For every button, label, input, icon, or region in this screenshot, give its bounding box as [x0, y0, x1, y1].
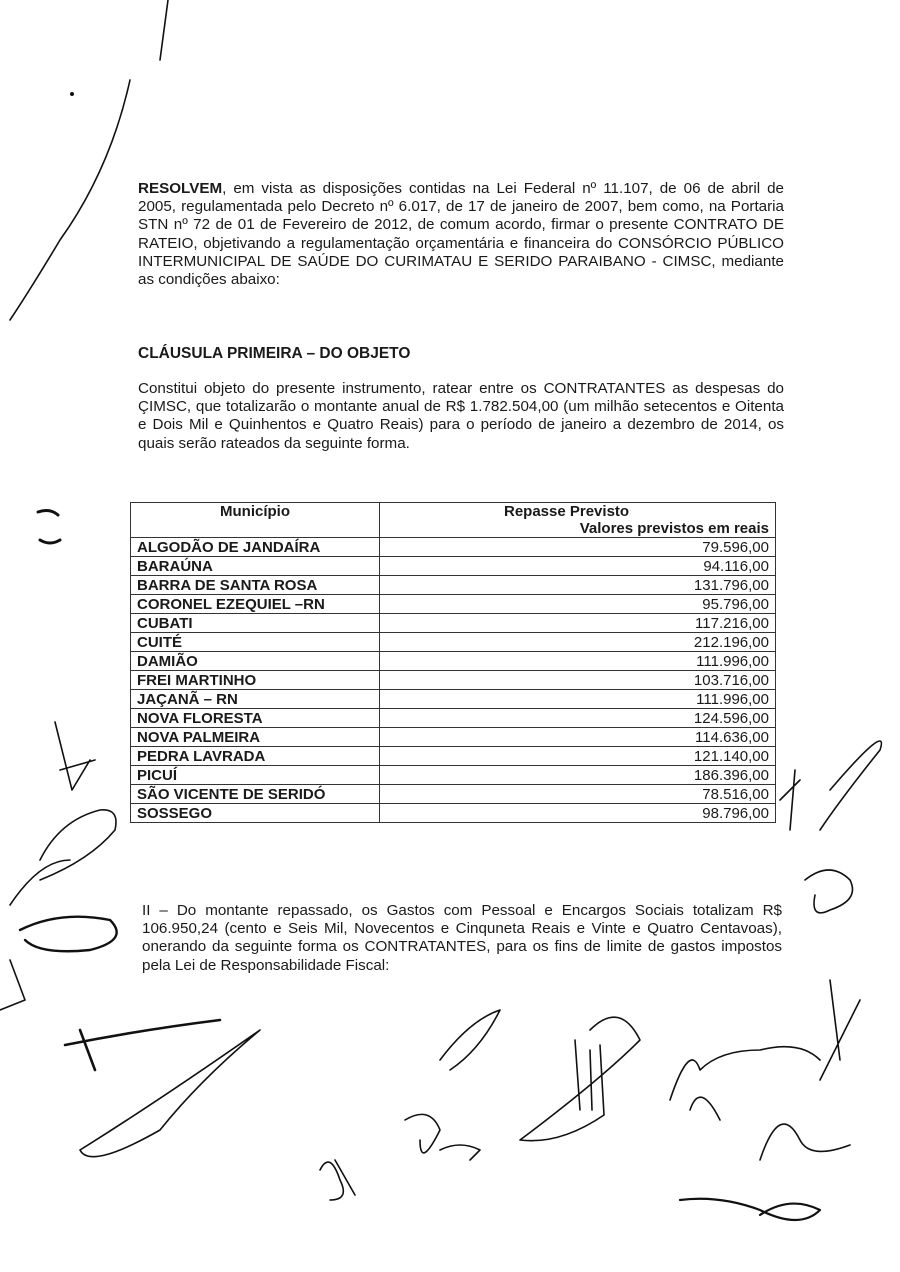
valor-cell: 117.216,00 [380, 614, 776, 633]
section2-paragraph: II – Do montante repassado, os Gastos com Pessoal e Encargos Sociais totalizam R$ 106.950,24 (cento e Seis Mil, Novecentos e Cinquneta Reais e Vinte e Quatro Centavoas), onerando da seguinte forma os CONTRATANTES, para os fins de limite de gastos impostos pela Lei de Responsabilidade Fiscal: [142, 902, 782, 974]
municipio-cell: PICUÍ [131, 766, 380, 785]
valor-cell: 124.596,00 [380, 709, 776, 728]
signature-c [20, 917, 117, 952]
municipio-cell: FREI MARTINHO [131, 671, 380, 690]
margin-line-mark [10, 0, 168, 320]
signature-j [520, 1017, 640, 1141]
valor-cell: 94.116,00 [380, 557, 776, 576]
municipio-cell: ALGODÃO DE JANDAÍRA [131, 538, 380, 557]
header-repasse-title: Repasse Previsto [504, 503, 630, 520]
valor-cell: 114.636,00 [380, 728, 776, 747]
valor-cell: 186.396,00 [380, 766, 776, 785]
intro-text: , em vista as disposições contidas na Lei Federal nº 11.107, de 06 de abril de 2005, regulamentada pelo Decreto nº 6.017, de 17 de janeiro de 2007, bem como, na Portaria STN nº 72 de 01 de Fevereiro de 2012, de comum acordo, firmar o presente CONTRATO DE RATEIO, objetivando a regulamentação orçamentária e financeira do CONSÓRCIO PÚBLICO INTERMUNICIPAL DE SAÚDE DO CURIMATAU E SERIDO PARAIBANO - CIMSC, mediante as condições abaixo: [138, 180, 784, 289]
municipio-cell: BARAÚNA [131, 557, 380, 576]
clause-paragraph: Constitui objeto do presente instrumento, ratear entre os CONTRATANTES as despesas do ÇIMSC, que totalizarão o montante anual de R$ 1.782.504,00 (um milhão setecentos e Oitenta e Dois Mil e Quinhentos e Quatro Reais) para o período de janeiro a dezembro de 2014, os quais serão rateados da seguinte forma. [138, 380, 784, 452]
municipio-cell: DAMIÃO [131, 652, 380, 671]
intro-lead: RESOLVEM [138, 180, 223, 197]
municipio-cell: SOSSEGO [131, 804, 380, 823]
valor-cell: 79.596,00 [380, 538, 776, 557]
signature-o [780, 741, 881, 830]
signature-k [670, 1047, 820, 1120]
signature-n [680, 1199, 820, 1220]
municipio-cell: BARRA DE SANTA ROSA [131, 576, 380, 595]
municipio-cell: CUBATI [131, 614, 380, 633]
municipio-cell: SÃO VICENTE DE SERIDÓ [131, 785, 380, 804]
margin-dot [70, 92, 74, 96]
valor-cell: 111.996,00 [380, 690, 776, 709]
margin-tick-mark [38, 511, 60, 543]
municipio-cell: JAÇANÃ – RN [131, 690, 380, 709]
signature-f [80, 1030, 260, 1157]
signature-l [820, 980, 860, 1080]
signature-p [805, 870, 853, 913]
valor-cell: 95.796,00 [380, 595, 776, 614]
signature-i [405, 1114, 480, 1160]
signature-d [0, 960, 25, 1010]
signature-m [760, 1124, 850, 1160]
municipio-cell: CUITÉ [131, 633, 380, 652]
clause-heading: CLÁUSULA PRIMEIRA – DO OBJETO [138, 345, 411, 362]
valor-cell: 131.796,00 [380, 576, 776, 595]
signature-b [10, 810, 116, 905]
header-municipio: Município [131, 503, 380, 538]
municipio-cell: NOVA FLORESTA [131, 709, 380, 728]
signature-h [440, 1010, 500, 1070]
valor-cell: 121.140,00 [380, 747, 776, 766]
signature-g [320, 1160, 355, 1200]
header-valores: Valores previstos em reais [579, 520, 769, 537]
valor-cell: 111.996,00 [380, 652, 776, 671]
municipio-cell: PEDRA LAVRADA [131, 747, 380, 766]
signature-a [55, 722, 95, 790]
municipio-cell: CORONEL EZEQUIEL –RN [131, 595, 380, 614]
valor-cell: 98.796,00 [380, 804, 776, 823]
valor-cell: 78.516,00 [380, 785, 776, 804]
municipio-cell: NOVA PALMEIRA [131, 728, 380, 747]
valor-cell: 103.716,00 [380, 671, 776, 690]
signature-e [65, 1020, 220, 1070]
valor-cell: 212.196,00 [380, 633, 776, 652]
